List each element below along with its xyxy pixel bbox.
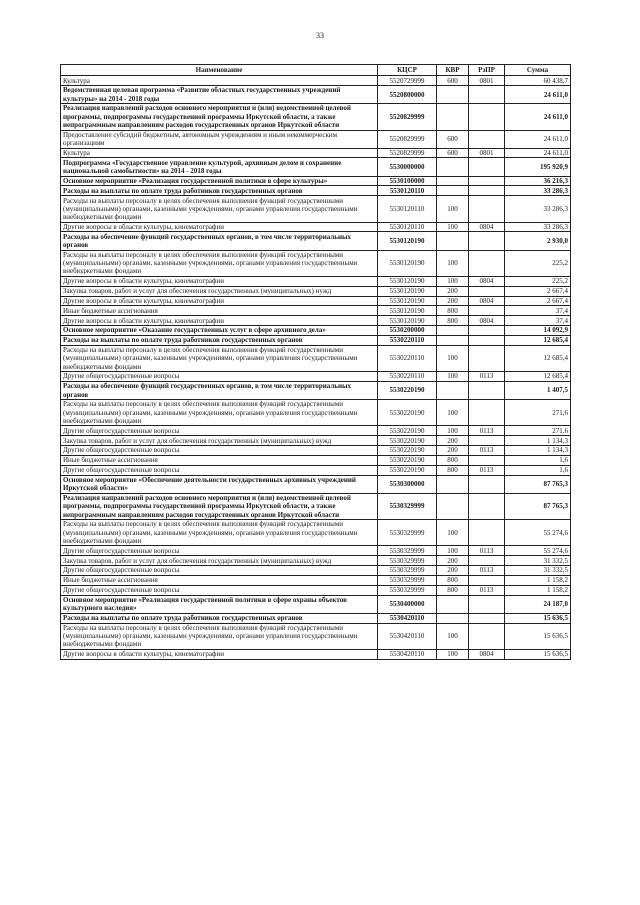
kcsr-cell: 5530420110 — [378, 623, 437, 649]
kvr-cell — [437, 232, 469, 250]
name-cell: Иные бюджетные ассигнования — [61, 575, 378, 585]
name-cell: Расходы на выплаты по оплате труда работников государственных органов — [61, 335, 378, 345]
header-kvr: КВР — [437, 65, 469, 76]
sum-cell: 15 636,5 — [505, 613, 571, 623]
kvr-cell — [437, 186, 469, 196]
rzpr-cell: 0113 — [469, 566, 505, 576]
name-cell: Реализация направлений расходов основного мероприятия и (или) ведомственной целевой программы, подпрограммы государственной программы Иркутской области, а также непрограммным направлениям расходов государственных органов Иркутской области — [61, 493, 378, 519]
kcsr-cell: 5530329999 — [378, 546, 437, 556]
name-cell: Другие общегосударственные вопросы — [61, 546, 378, 556]
sum-cell: 55 274,6 — [505, 520, 571, 546]
header-kcsr: КЦСР — [378, 65, 437, 76]
name-cell: Расходы на выплаты персоналу в целях обеспечения выполнения функций государственными (муниципальными) органами, казенными учреждениями, органами управления государственными внебюджетными фондами — [61, 196, 378, 222]
page-number: 33 — [316, 31, 324, 40]
name-cell: Другие общегосударственные вопросы — [61, 566, 378, 576]
kcsr-cell: 5530220190 — [378, 465, 437, 475]
name-cell: Закупка товаров, работ и услуг для обеспечения государственных (муниципальных) нужд — [61, 556, 378, 566]
name-cell: Расходы на выплаты персоналу в целях обеспечения выполнения функций государственными (муниципальными) органами, казенными учреждениями, органами управления государственными внебюджетными фондами — [61, 400, 378, 426]
table-row — [61, 276, 571, 286]
kvr-cell: 800 — [437, 585, 469, 595]
rzpr-cell — [469, 613, 505, 623]
kvr-cell: 800 — [437, 316, 469, 326]
rzpr-cell — [469, 86, 505, 104]
name-cell: Основное мероприятие «Реализация государственной политики в сфере культуры» — [61, 176, 378, 186]
kcsr-cell: 5530329999 — [378, 585, 437, 595]
kcsr-cell: 5530220190 — [378, 436, 437, 446]
rzpr-cell — [469, 326, 505, 336]
rzpr-cell: 0113 — [469, 446, 505, 456]
kvr-cell: 100 — [437, 649, 469, 659]
sum-cell: 24 187,0 — [505, 595, 571, 613]
header-sum: Сумма — [505, 65, 571, 76]
name-cell: Другие вопросы в области культуры, кинематографии — [61, 222, 378, 232]
kvr-cell — [437, 158, 469, 176]
kvr-cell: 100 — [437, 520, 469, 546]
rzpr-cell — [469, 400, 505, 426]
table-row — [61, 186, 571, 196]
kcsr-cell: 5520829999 — [378, 104, 437, 130]
name-cell: Расходы на выплаты персоналу в целях обеспечения выполнения функций государственными (муниципальными) органами, казенными учреждениями, органами управления государственными внебюджетными фондами — [61, 250, 378, 276]
kvr-cell — [437, 475, 469, 493]
kcsr-cell: 5520800000 — [378, 86, 437, 104]
sum-cell: 1,6 — [505, 455, 571, 465]
table-row — [61, 148, 571, 158]
table-row — [61, 232, 571, 250]
name-cell: Расходы на обеспечение функций государственных органов, в том числе территориальных органов — [61, 381, 378, 399]
rzpr-cell — [469, 475, 505, 493]
rzpr-cell: 0804 — [469, 222, 505, 232]
kcsr-cell: 5530120190 — [378, 286, 437, 296]
kvr-cell — [437, 335, 469, 345]
table-row — [61, 335, 571, 345]
sum-cell: 31 332,5 — [505, 556, 571, 566]
sum-cell: 24 611,0 — [505, 148, 571, 158]
table-row — [61, 316, 571, 326]
table-row — [61, 520, 571, 546]
rzpr-cell: 0804 — [469, 276, 505, 286]
table-row — [61, 250, 571, 276]
name-cell: Закупка товаров, работ и услуг для обеспечения государственных (муниципальных) нужд — [61, 436, 378, 446]
rzpr-cell — [469, 232, 505, 250]
table-row — [61, 196, 571, 222]
sum-cell: 55 274,6 — [505, 546, 571, 556]
kvr-cell: 200 — [437, 436, 469, 446]
table-row — [61, 455, 571, 465]
table-row — [61, 585, 571, 595]
name-cell: Расходы на выплаты персоналу в целях обеспечения выполнения функций государственными (муниципальными) органами, казенными учреждениями, органами управления государственными внебюджетными фондами — [61, 345, 378, 371]
table-row — [61, 566, 571, 576]
sum-cell: 225,2 — [505, 276, 571, 286]
table-row — [61, 158, 571, 176]
sum-cell: 36 216,3 — [505, 176, 571, 186]
budget-table — [60, 64, 571, 660]
rzpr-cell — [469, 186, 505, 196]
kcsr-cell: 5530220190 — [378, 400, 437, 426]
sum-cell: 1 407,5 — [505, 381, 571, 399]
kcsr-cell: 5530120190 — [378, 296, 437, 306]
rzpr-cell — [469, 130, 505, 148]
sum-cell: 24 611,0 — [505, 86, 571, 104]
table-row — [61, 623, 571, 649]
name-cell: Расходы на обеспечение функций государственных органов, в том числе территориальных органов — [61, 232, 378, 250]
kvr-cell: 800 — [437, 575, 469, 585]
kvr-cell: 200 — [437, 446, 469, 456]
rzpr-cell: 0113 — [469, 546, 505, 556]
sum-cell: 37,4 — [505, 306, 571, 316]
name-cell: Другие общегосударственные вопросы — [61, 372, 378, 382]
kvr-cell: 600 — [437, 76, 469, 86]
kvr-cell: 100 — [437, 372, 469, 382]
kcsr-cell: 5530200000 — [378, 326, 437, 336]
kcsr-cell: 5530220110 — [378, 335, 437, 345]
rzpr-cell: 0113 — [469, 585, 505, 595]
kvr-cell: 200 — [437, 566, 469, 576]
kvr-cell: 600 — [437, 130, 469, 148]
kcsr-cell: 5530000000 — [378, 158, 437, 176]
sum-cell: 24 611,0 — [505, 130, 571, 148]
name-cell: Расходы на выплаты персоналу в целях обеспечения выполнения функций государственными (муниципальными) органами, казенными учреждениями, органами управления государственными внебюджетными фондами — [61, 623, 378, 649]
name-cell: Другие вопросы в области культуры, кинематографии — [61, 316, 378, 326]
name-cell: Другие вопросы в области культуры, кинематографии — [61, 649, 378, 659]
name-cell: Иные бюджетные ассигнования — [61, 306, 378, 316]
table-row — [61, 613, 571, 623]
table-row — [61, 493, 571, 519]
kvr-cell: 800 — [437, 465, 469, 475]
table-row — [61, 436, 571, 446]
name-cell: Подпрограмма «Государственное управление культурой, архивным делом и сохранение национальной самобытности» на 2014 - 2018 годы — [61, 158, 378, 176]
rzpr-cell — [469, 381, 505, 399]
sum-cell: 87 765,3 — [505, 493, 571, 519]
kcsr-cell: 5530120190 — [378, 250, 437, 276]
kcsr-cell: 5530400000 — [378, 595, 437, 613]
name-cell: Другие вопросы в области культуры, кинематографии — [61, 276, 378, 286]
kvr-cell: 100 — [437, 222, 469, 232]
table-row — [61, 426, 571, 436]
table-row — [61, 372, 571, 382]
kvr-cell: 800 — [437, 455, 469, 465]
kvr-cell: 100 — [437, 546, 469, 556]
header-row — [61, 65, 571, 76]
table-row — [61, 76, 571, 86]
name-cell: Закупка товаров, работ и услуг для обеспечения государственных (муниципальных) нужд — [61, 286, 378, 296]
rzpr-cell — [469, 436, 505, 446]
kcsr-cell: 5530120110 — [378, 222, 437, 232]
rzpr-cell — [469, 196, 505, 222]
header-name: Наименование — [61, 65, 378, 76]
kvr-cell — [437, 595, 469, 613]
kcsr-cell: 5530120110 — [378, 196, 437, 222]
name-cell: Основное мероприятие «Оказание государственных услуг в сфере архивного дела» — [61, 326, 378, 336]
rzpr-cell: 0113 — [469, 465, 505, 475]
kvr-cell — [437, 104, 469, 130]
header-rzpr: РзПР — [469, 65, 505, 76]
table-row — [61, 400, 571, 426]
table-header — [61, 65, 571, 76]
kvr-cell: 100 — [437, 196, 469, 222]
rzpr-cell — [469, 493, 505, 519]
kvr-cell — [437, 381, 469, 399]
table-row — [61, 575, 571, 585]
sum-cell: 2 667,4 — [505, 296, 571, 306]
kvr-cell: 100 — [437, 400, 469, 426]
sum-cell: 1 158,2 — [505, 585, 571, 595]
rzpr-cell — [469, 556, 505, 566]
sum-cell: 271,6 — [505, 400, 571, 426]
kcsr-cell: 5530120190 — [378, 316, 437, 326]
rzpr-cell — [469, 520, 505, 546]
name-cell: Культура — [61, 76, 378, 86]
kvr-cell — [437, 613, 469, 623]
sum-cell: 1 134,3 — [505, 436, 571, 446]
name-cell: Другие общегосударственные вопросы — [61, 426, 378, 436]
kvr-cell — [437, 176, 469, 186]
rzpr-cell — [469, 335, 505, 345]
name-cell: Реализация направлений расходов основного мероприятия и (или) ведомственной целевой программы, подпрограммы государственной программы Иркутской области, а также непрограммным направлениям расходов государственных органов Иркутской области — [61, 104, 378, 130]
rzpr-cell — [469, 455, 505, 465]
kcsr-cell: 5530120190 — [378, 276, 437, 286]
sum-cell: 33 286,3 — [505, 222, 571, 232]
rzpr-cell: 0801 — [469, 76, 505, 86]
table-row — [61, 86, 571, 104]
sum-cell: 1,6 — [505, 465, 571, 475]
name-cell: Предоставление субсидий бюджетным, автономным учреждениям и иным некоммерческим организациям — [61, 130, 378, 148]
rzpr-cell: 0804 — [469, 649, 505, 659]
sum-cell: 2 930,0 — [505, 232, 571, 250]
name-cell: Другие общегосударственные вопросы — [61, 585, 378, 595]
rzpr-cell: 0113 — [469, 372, 505, 382]
sum-cell: 225,2 — [505, 250, 571, 276]
kcsr-cell: 5520829999 — [378, 148, 437, 158]
table-row — [61, 556, 571, 566]
sum-cell: 60 438,7 — [505, 76, 571, 86]
rzpr-cell: 0113 — [469, 426, 505, 436]
kvr-cell: 100 — [437, 623, 469, 649]
name-cell: Другие общегосударственные вопросы — [61, 446, 378, 456]
kvr-cell — [437, 493, 469, 519]
name-cell: Ведомственная целевая программа «Развитие областных государственных учреждений культуры» на 2014 - 2018 годы — [61, 86, 378, 104]
sum-cell: 37,4 — [505, 316, 571, 326]
table-row — [61, 130, 571, 148]
kvr-cell: 200 — [437, 286, 469, 296]
kcsr-cell: 5530220110 — [378, 372, 437, 382]
name-cell: Расходы на выплаты по оплате труда работников государственных органов — [61, 186, 378, 196]
kvr-cell: 600 — [437, 148, 469, 158]
name-cell: Основное мероприятие «Реализация государственной политики в сфере охраны объектов культурного наследия» — [61, 595, 378, 613]
table-row — [61, 381, 571, 399]
table-row — [61, 595, 571, 613]
rzpr-cell: 0801 — [469, 148, 505, 158]
kcsr-cell: 5520829999 — [378, 130, 437, 148]
kcsr-cell: 5530100000 — [378, 176, 437, 186]
sum-cell: 271,6 — [505, 426, 571, 436]
kvr-cell: 200 — [437, 556, 469, 566]
table-row — [61, 345, 571, 371]
table-row — [61, 306, 571, 316]
rzpr-cell — [469, 286, 505, 296]
sum-cell: 12 685,4 — [505, 372, 571, 382]
sum-cell: 1 134,3 — [505, 446, 571, 456]
sum-cell: 33 286,3 — [505, 196, 571, 222]
name-cell: Расходы на выплаты персоналу в целях обеспечения выполнения функций государственными (муниципальными) органами, казенными учреждениями, органами управления государственными внебюджетными фондами — [61, 520, 378, 546]
kcsr-cell: 5520729999 — [378, 76, 437, 86]
name-cell: Культура — [61, 148, 378, 158]
rzpr-cell — [469, 158, 505, 176]
kcsr-cell: 5530220190 — [378, 381, 437, 399]
name-cell: Иные бюджетные ассигнования — [61, 455, 378, 465]
sum-cell: 15 636,5 — [505, 623, 571, 649]
table-row — [61, 286, 571, 296]
kcsr-cell: 5530120190 — [378, 306, 437, 316]
table-row — [61, 104, 571, 130]
rzpr-cell — [469, 176, 505, 186]
kcsr-cell: 5530329999 — [378, 566, 437, 576]
table-row — [61, 222, 571, 232]
table-row — [61, 446, 571, 456]
sum-cell: 15 636,5 — [505, 649, 571, 659]
table-row — [61, 296, 571, 306]
kvr-cell: 200 — [437, 296, 469, 306]
table-row — [61, 546, 571, 556]
rzpr-cell — [469, 595, 505, 613]
kcsr-cell: 5530220190 — [378, 455, 437, 465]
sum-cell: 12 685,4 — [505, 335, 571, 345]
kcsr-cell: 5530220190 — [378, 426, 437, 436]
sum-cell: 12 685,4 — [505, 345, 571, 371]
kcsr-cell: 5530420110 — [378, 649, 437, 659]
kvr-cell: 100 — [437, 345, 469, 371]
rzpr-cell — [469, 575, 505, 585]
name-cell: Основное мероприятие «Обеспечение деятельности государственных архивных учреждений Иркутской области» — [61, 475, 378, 493]
kvr-cell: 800 — [437, 306, 469, 316]
kcsr-cell: 5530420110 — [378, 613, 437, 623]
kcsr-cell: 5530120190 — [378, 232, 437, 250]
name-cell: Другие вопросы в области культуры, кинематографии — [61, 296, 378, 306]
kcsr-cell: 5530220190 — [378, 446, 437, 456]
sum-cell: 33 286,3 — [505, 186, 571, 196]
kvr-cell: 100 — [437, 426, 469, 436]
sum-cell: 2 667,4 — [505, 286, 571, 296]
rzpr-cell — [469, 104, 505, 130]
name-cell: Расходы на выплаты по оплате труда работников государственных органов — [61, 613, 378, 623]
kvr-cell: 100 — [437, 250, 469, 276]
table-row — [61, 465, 571, 475]
kvr-cell: 100 — [437, 276, 469, 286]
rzpr-cell — [469, 306, 505, 316]
table-row — [61, 326, 571, 336]
rzpr-cell: 0804 — [469, 296, 505, 306]
rzpr-cell — [469, 345, 505, 371]
rzpr-cell — [469, 623, 505, 649]
kcsr-cell: 5530329999 — [378, 520, 437, 546]
name-cell: Другие общегосударственные вопросы — [61, 465, 378, 475]
table-row — [61, 649, 571, 659]
sum-cell: 87 765,3 — [505, 475, 571, 493]
kcsr-cell: 5530329999 — [378, 493, 437, 519]
sum-cell: 14 092,9 — [505, 326, 571, 336]
table-row — [61, 475, 571, 493]
kcsr-cell: 5530120110 — [378, 186, 437, 196]
sum-cell: 24 611,0 — [505, 104, 571, 130]
kcsr-cell: 5530329999 — [378, 575, 437, 585]
sum-cell: 31 332,5 — [505, 566, 571, 576]
rzpr-cell — [469, 250, 505, 276]
kcsr-cell: 5530329999 — [378, 556, 437, 566]
table-row — [61, 176, 571, 186]
kvr-cell — [437, 86, 469, 104]
kcsr-cell: 5530300000 — [378, 475, 437, 493]
rzpr-cell: 0804 — [469, 316, 505, 326]
sum-cell: 195 920,9 — [505, 158, 571, 176]
kvr-cell — [437, 326, 469, 336]
kcsr-cell: 5530220110 — [378, 345, 437, 371]
sum-cell: 1 158,2 — [505, 575, 571, 585]
table-body — [61, 76, 571, 660]
